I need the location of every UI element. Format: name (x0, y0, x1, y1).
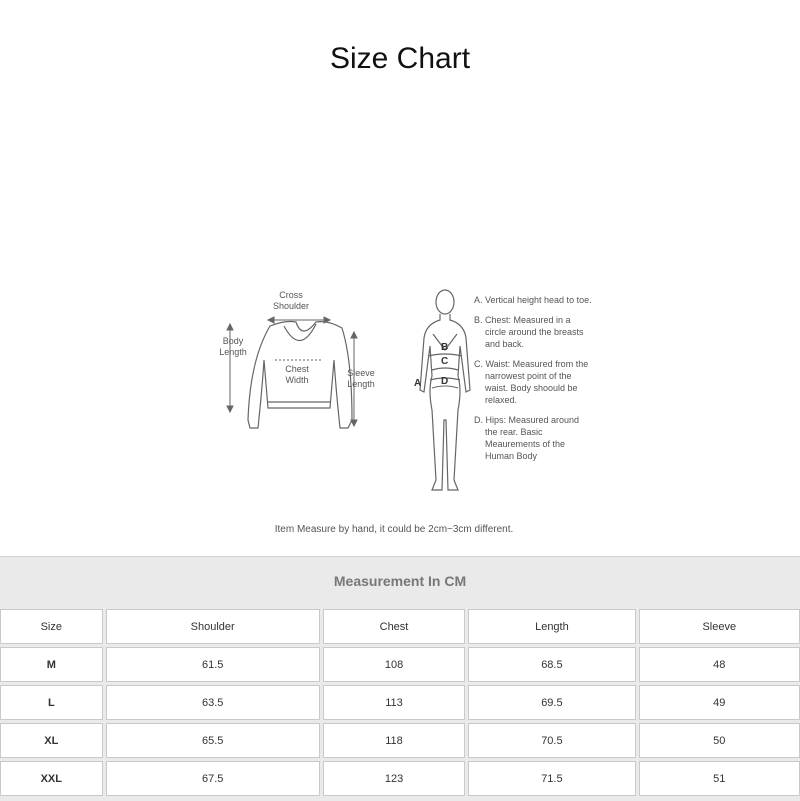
cell-sleeve: 51 (639, 761, 800, 796)
body-length-label: Body Length (219, 336, 247, 357)
human-figure (420, 290, 470, 490)
table-row (0, 723, 800, 758)
cell-size: XXL (0, 761, 103, 796)
cell-sleeve: 49 (639, 685, 800, 720)
diagram-graphic (0, 280, 800, 540)
table-title: Measurement In CM (333, 573, 467, 589)
table-header-row (0, 609, 800, 644)
cell-size: XL (0, 723, 103, 758)
legend-item: C. Waist: Measured from the narrowest point of the waist. Body shoould be relaxed. (474, 359, 589, 405)
size-table (0, 606, 800, 799)
cell-length: 71.5 (468, 761, 635, 796)
measurement-diagram (0, 280, 800, 540)
legend-item: B. Chest: Measured in a circle around the breasts and back. (474, 315, 584, 349)
cell-size: L (0, 685, 103, 720)
cell-shoulder: 63.5 (106, 685, 320, 720)
table-row (0, 761, 800, 796)
cell-chest: 113 (323, 685, 465, 720)
cell-chest: 108 (323, 647, 465, 682)
measurement-note: Item Measure by hand, it could be 2cm~3cm different. (274, 524, 514, 535)
cell-shoulder: 61.5 (106, 647, 320, 682)
header-chest: Chest (323, 609, 465, 644)
table-row (0, 685, 800, 720)
cell-length: 68.5 (468, 647, 635, 682)
cell-length: 69.5 (468, 685, 635, 720)
cell-sleeve: 50 (639, 723, 800, 758)
header-shoulder: Shoulder (106, 609, 320, 644)
legend-item: A. Vertical height head to toe. (474, 295, 592, 305)
cell-length: 70.5 (468, 723, 635, 758)
figure-letter-d: D (441, 376, 449, 387)
cell-shoulder: 67.5 (106, 761, 320, 796)
chest-width-label: Chest Width (285, 364, 309, 385)
cross-shoulder-label: Cross Shoulder (272, 290, 310, 311)
figure-letter-b: B (441, 342, 449, 353)
header-sleeve: Sleeve (639, 609, 800, 644)
figure-letter-a: A (414, 378, 422, 389)
cell-size: M (0, 647, 103, 682)
cell-shoulder: 65.5 (106, 723, 320, 758)
legend-item: D. Hips: Measured around the rear. Basic Meaurements of the Human Body (474, 415, 580, 461)
table-row (0, 647, 800, 682)
cell-chest: 118 (323, 723, 465, 758)
figure-letter-c: C (441, 356, 449, 367)
sleeve-length-label: Sleeve Length (347, 368, 375, 389)
header-size: Size (0, 609, 103, 644)
cell-chest: 123 (323, 761, 465, 796)
cell-sleeve: 48 (639, 647, 800, 682)
measurement-legend (474, 294, 594, 470)
header-length: Length (468, 609, 635, 644)
page-title: Size Chart (329, 42, 471, 75)
measurement-table-section (0, 556, 800, 801)
